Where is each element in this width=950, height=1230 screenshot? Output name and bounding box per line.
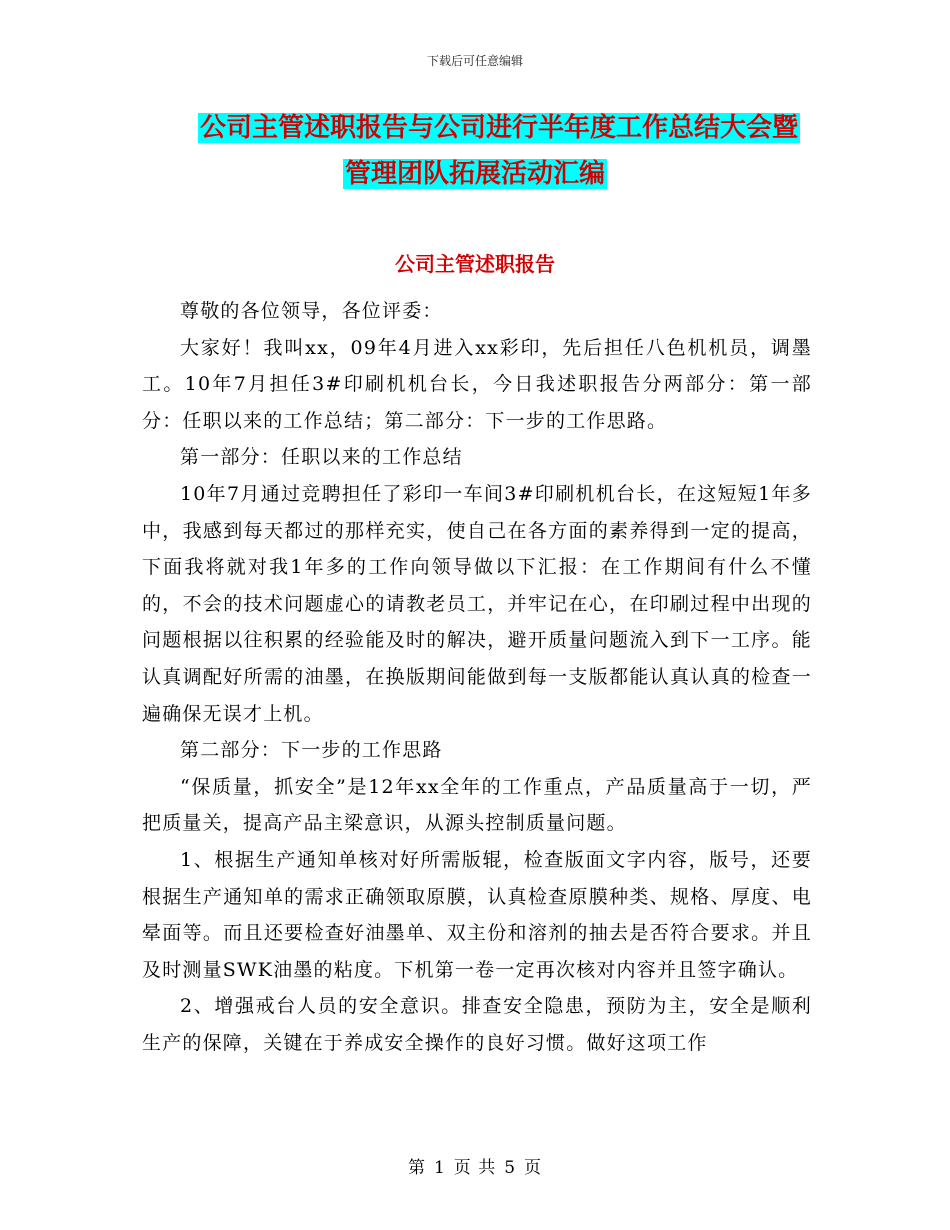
header-note: 下载后可任意编辑 (426, 54, 523, 68)
footer-suffix: 页 (524, 1158, 543, 1178)
paragraph-quality-focus: “保质量，抓安全”是12年xx全年的工作重点，产品质量高于一切，严把质量关，提高产品主梁意识，从源头控制质量问题。 (142, 775, 812, 835)
document-title-line-1-text: 公司主管述职报告与公司进行半年度工作总结大会暨 (199, 113, 798, 143)
paragraph-part-two-heading: 第二部分：下一步的工作思路 (180, 739, 443, 762)
paragraph-part-one-body: 10年7月通过竞聘担任了彩印一车间3#印刷机机台长，在这短短1年多中，我感到每天都过的那样充实，使自己在各方面的素养得到一定的提高，下面我将就对我1年多的工作向领导做以下汇报：在工作期间有什么不懂的，不会的技术问题虚心的请教老员工，并牢记在心，在印刷过程中出现的问题根据以往积累的经验能及时的解决，避开质量问题流入到下一工序。能认真调配好所需的油墨，在换版期间能做到每一支版都能认真认真的检查一遍确保无误才上机。 (142, 482, 812, 725)
page-footer (0, 1153, 950, 1178)
paragraph-salutation: 尊敬的各位领导，各位评委： (180, 300, 443, 322)
total-pages: 5 (504, 1158, 517, 1178)
section-title: 公司主管述职报告 (395, 252, 555, 276)
footer-middle: 页 共 (453, 1158, 497, 1178)
paragraph-item-2: 2、增强戒台人员的安全意识。排查安全隐患，预防为主，安全是顺利生产的保障，关键在于养成安全操作的良好习惯。做好这项工作 (142, 995, 812, 1054)
footer-prefix: 第 (407, 1158, 426, 1178)
document-title-line-2-text: 管理团队拓展活动汇编 (344, 159, 605, 189)
paragraph-item-1: 1、根据生产通知单核对好所需版辊，检查版面文字内容，版号，还要根据生产通知单的需求正确领取原膜，认真检查原膜种类、规格、厚度、电晕面等。而且还要检查好油墨单、双主份和溶剂的抽去是否符合要求。并且及时测量SWK油墨的粘度。下机第一卷一定再次核对内容并且签字确认。 (142, 848, 812, 981)
paragraph-introduction: 大家好！我叫xx，09年4月进入xx彩印，先后担任八色机机员，调墨工。10年7月担任3#印刷机机台长，今日我述职报告分两部分：第一部分：任职以来的工作总结；第二部分：下一步的工作思路。 (142, 336, 812, 432)
paragraph-part-one-heading: 第一部分：任职以来的工作总结 (180, 446, 463, 469)
document-title-line-2 (0, 156, 950, 192)
document-title-line-1 (0, 110, 950, 146)
document-body (142, 293, 812, 1061)
page-number: 1 (433, 1158, 446, 1178)
